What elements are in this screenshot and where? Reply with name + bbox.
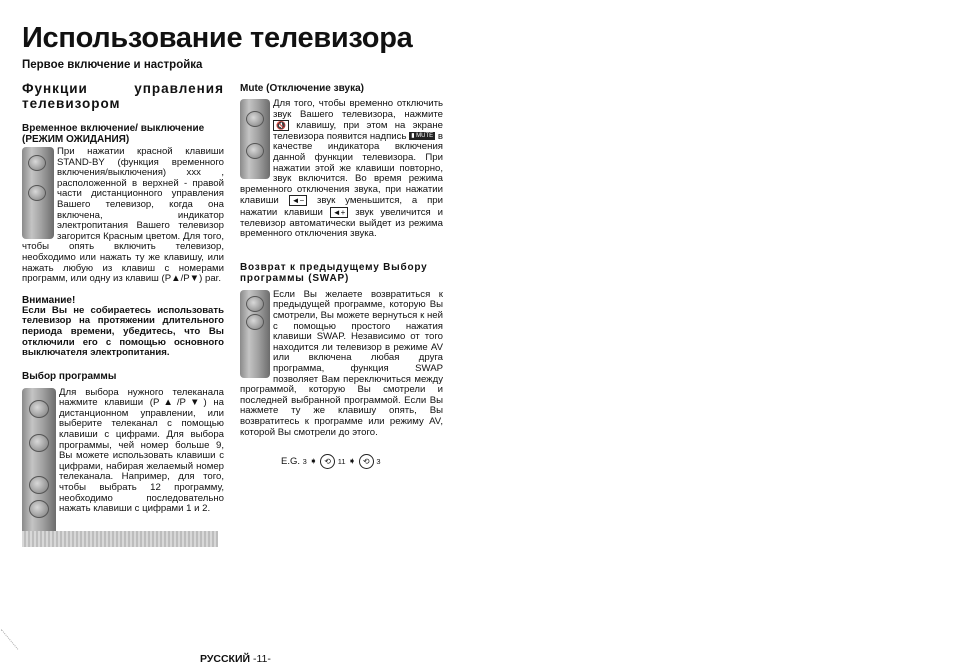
page-title: Использование телевизора bbox=[22, 22, 413, 54]
av-button-icon bbox=[246, 314, 264, 330]
right-column bbox=[240, 83, 443, 438]
volume-button-icon bbox=[246, 143, 264, 159]
example-number-3: 3 bbox=[376, 457, 381, 467]
mute-icon: 🔇 bbox=[273, 120, 289, 131]
digit-1b-button-icon bbox=[29, 476, 49, 494]
swap-block bbox=[240, 290, 443, 438]
section-title: Функции управления телевизором bbox=[22, 81, 224, 111]
mute-screen-label: ▮ MUTE bbox=[411, 133, 434, 140]
digit-1-button-icon bbox=[29, 434, 49, 452]
volume-down-icon: ◄− bbox=[289, 195, 308, 206]
volume-up-icon: ◄+ bbox=[330, 207, 349, 218]
standby-heading: Временное включение/ выключение (РЕЖИМ ОЖИДАНИЯ) bbox=[22, 123, 205, 145]
footer-language: РУССКИЙ bbox=[200, 653, 251, 665]
digit-button-icon bbox=[29, 400, 49, 418]
mute-text-part-3: в качестве индикатора включения данной функции телевизора. При нажатии этой же клавиши повторно, звук включится. Во время режима временного отключения звука, при нажатии клавиши bbox=[240, 130, 443, 207]
standby-block bbox=[22, 147, 224, 285]
scan-mark bbox=[1, 612, 38, 649]
program-heading: Выбор программы bbox=[22, 370, 117, 382]
standby-button-icon bbox=[28, 155, 46, 171]
digit-2-button-icon bbox=[29, 500, 49, 518]
program-block bbox=[22, 388, 224, 515]
example-number-2: 11 bbox=[337, 457, 346, 467]
swap-text: Если Вы желаете возвратиться к предыдущей программе, которую Вы смотрели, Вы можете вернуться к ней с помощью простого нажатия клавиши SWAP. Независимо от того находится ли телевизор в режиме AV или включена любая друга программа, функция SWAP позволяет Вам переключиться между программой, которую Вы смотрели и последней выбранной программой. Если Вы нажмете ту же клавишу опять, Вы возвратитесь к программе или режиму AV, которой Вы смотрели до этого. bbox=[240, 288, 443, 438]
mute-button-icon bbox=[246, 111, 264, 127]
mute-text-part-2: клавишу, при этом на экране телевизора появится надпись bbox=[273, 120, 443, 142]
decorative-strip bbox=[22, 531, 218, 547]
page-subtitle: Первое включение и настройка bbox=[22, 59, 203, 71]
warning-heading: Внимание! bbox=[22, 294, 76, 306]
swap-heading: Возврат к предыдущему Выбору программы (SWAP) bbox=[240, 261, 428, 284]
remote-image-digits bbox=[22, 388, 56, 536]
example-number-1: 3 bbox=[302, 457, 307, 467]
left-column bbox=[22, 81, 224, 536]
arrow-icon: ➧ bbox=[309, 456, 318, 468]
remote-image-standby bbox=[22, 147, 54, 239]
standby-text: При нажатии красной клавиши STAND-BY (функция временного включения/выключения) xxx , расположенной в верхней - правой части дистанционного управления Вашего телевизор, когда она включена, индикатор электропитания Вашего телевизор загорится Красным цветом. Для того, чтобы опять включить телевизор, необходимо или нажать ту же клавишу, или нажать любую из клавиш с номерами программ, или одну из клавиш (P▲/P▼) par. bbox=[22, 146, 224, 285]
example-prefix: E.G. bbox=[281, 456, 301, 468]
program-text: Для выбора нужного телеканала нажмите клавиши (P▲/P▼) на дистанционном управлении, или выберите телеканал с помощью клавиши с цифрами. Для выбора программы, чей номер больше 9, Вы можете использовать клавиши с цифрами, набирая желаемый номер телеканала. Например, для того, чтобы выбрать 12 программу, необходимо последовательно нажать клавиши с цифрами 1 и 2. bbox=[59, 386, 224, 515]
remote-image-swap bbox=[240, 290, 270, 378]
mute-heading: Mute (Отключение звука) bbox=[240, 83, 364, 94]
page-footer bbox=[200, 653, 271, 665]
program-button-icon bbox=[28, 185, 46, 201]
mute-text-part-1: Для того, чтобы временно отключить звук Вашего телевизора, нажмите bbox=[273, 98, 443, 120]
swap-button-icon bbox=[246, 296, 264, 312]
page-number: -11- bbox=[253, 653, 271, 665]
mute-text-part-5: звук увеличится и телевизор автоматически выйдет из режима временного отключения звука. bbox=[240, 207, 443, 240]
swap-example bbox=[281, 454, 381, 469]
mute-block bbox=[240, 99, 443, 240]
mute-text bbox=[240, 99, 443, 240]
remote-image-mute bbox=[240, 99, 270, 179]
swap-icon: ⟲ bbox=[320, 454, 335, 469]
mute-text-part-4: звук уменьшится, а при нажатии клавиши bbox=[240, 195, 443, 219]
arrow-icon: ➧ bbox=[348, 456, 357, 468]
swap-icon: ⟲ bbox=[359, 454, 374, 469]
warning-text: Если Вы не собираетесь использовать телевизор на протяжении длительного периода времени, убедитесь, что Вы отключили его с помощью основного выключателя электропитания. bbox=[22, 304, 224, 359]
